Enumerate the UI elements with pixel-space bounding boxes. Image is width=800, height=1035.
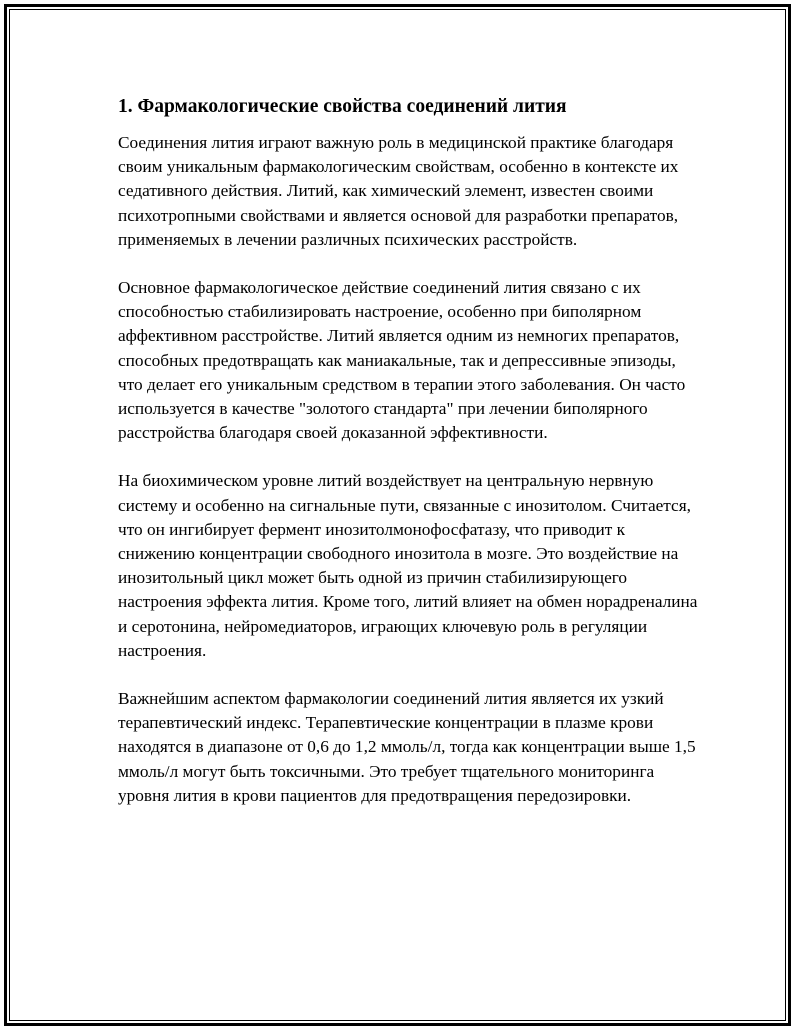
paragraph-intro: Соединения лития играют важную роль в медицинской практике благодаря своим уникальным фармакологическим свойствам, особенно в контексте их седативного действия. Литий, как химический элемент, известен своими психотропными свойствами и является основой для разработки препаратов, применяемых в лечении различных психических расстройств. — [118, 133, 679, 249]
section-heading: 1. Фармакологические свойства соединений лития — [118, 96, 567, 117]
paragraph-biochemistry: На биохимическом уровне литий воздействует на центральную нервную систему и особенно на сигнальные пути, связанные с инозитолом. Считается, что он ингибирует фермент инозитолмонофосфатазу, что приводит к снижению концентрации свободного инозитола в мозге. Это воздействие на инозитольный цикл может быть одной из причин стабилизирующего настроения эффекта лития. Кроме того, литий влияет на обмен норадреналина и серотонина, нейромедиаторов, играющих ключевую роль в регуляции настроения. — [118, 471, 698, 660]
paragraph-therapeutic-index: Важнейшим аспектом фармакологии соединений лития является их узкий терапевтический индекс. Терапевтические концентрации в плазме крови находятся в диапазоне от 0,6 до 1,2 ммоль/л, тогда как концентрации выше 1,5 ммоль/л могут быть токсичными. Это требует тщательного мониторинга уровня лития в крови пациентов для предотвращения передозировки. — [118, 689, 696, 805]
document-body — [118, 95, 698, 832]
paragraph-main-action: Основное фармакологическое действие соединений лития связано с их способностью стабилизировать настроение, особенно при биполярном аффективном расстройстве. Литий является одним из немногих препаратов, способных предотвращать как маниакальные, так и депрессивные эпизоды, что делает его уникальным средством в терапии этого заболевания. Он часто используется в качестве "золотого стандарта" при лечении биполярного расстройства благодаря своей доказанной эффективности. — [118, 278, 686, 443]
